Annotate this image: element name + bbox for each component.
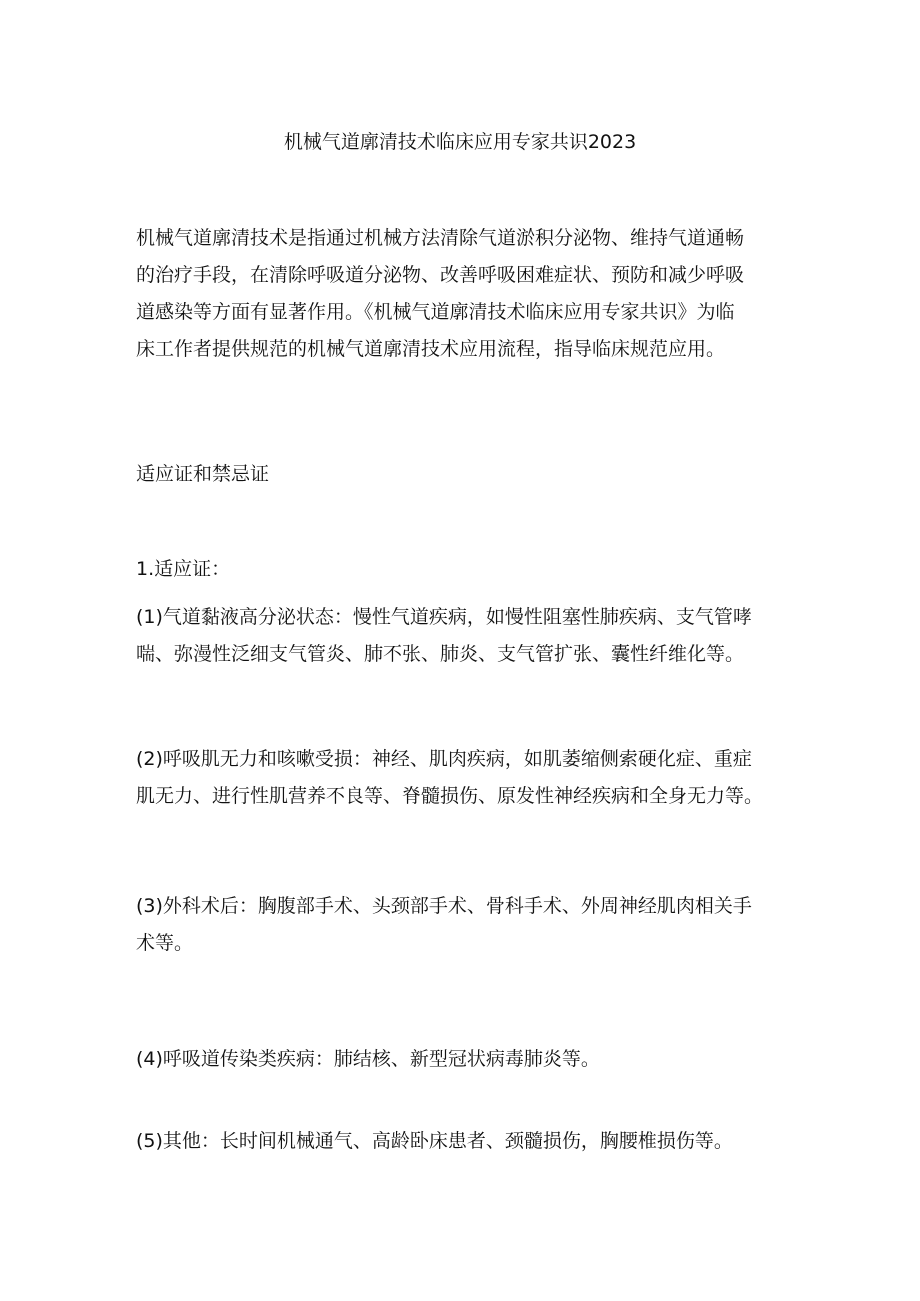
indication-item-5 bbox=[136, 1123, 798, 1160]
section-heading-text: 适应证和禁忌证 bbox=[136, 463, 270, 485]
item-line: (4)呼吸道传染类疾病：肺结核、新型冠状病毒肺炎等。 bbox=[136, 1048, 600, 1070]
indication-item-4 bbox=[136, 1041, 798, 1078]
intro-line: 床工作者提供规范的机械气道廓清技术应用流程，指导临床规范应用。 bbox=[136, 338, 726, 360]
item-line: (1)气道黏液高分泌状态：慢性气道疾病，如慢性阻塞性肺疾病、支气管哮 bbox=[136, 606, 752, 628]
item-line: 术等。 bbox=[136, 932, 194, 954]
intro-paragraph bbox=[136, 220, 798, 368]
section-heading bbox=[136, 456, 798, 493]
intro-line: 道感染等方面有显著作用。《机械气道廓清技术临床应用专家共识》为临 bbox=[136, 301, 735, 323]
item-line: 肌无力、进行性肌营养不良等、脊髓损伤、原发性神经疾病和全身无力等。 bbox=[136, 785, 764, 807]
intro-line: 机械气道廓清技术是指通过机械方法清除气道淤积分泌物、维持气道通畅 bbox=[136, 227, 745, 249]
subsection-heading-text: 1.适应证： bbox=[136, 558, 231, 580]
document-title: 机械气道廓清技术临床应用专家共识2023 bbox=[283, 131, 637, 153]
intro-line: 的治疗手段，在清除呼吸道分泌物、改善呼吸困难症状、预防和减少呼吸 bbox=[136, 264, 745, 286]
indication-item-3 bbox=[136, 888, 798, 962]
indication-item-2 bbox=[136, 741, 798, 815]
subsection-heading bbox=[136, 551, 798, 588]
item-line: (3)外科术后：胸腹部手术、头颈部手术、骨科手术、外周神经肌肉相关手 bbox=[136, 895, 752, 917]
item-line: 喘、弥漫性泛细支气管炎、肺不张、肺炎、支气管扩张、囊性纤维化等。 bbox=[136, 643, 745, 665]
indication-item-1 bbox=[136, 599, 798, 673]
item-line: (2)呼吸肌无力和咳嗽受损：神经、肌肉疾病，如肌萎缩侧索硬化症、重症 bbox=[136, 748, 752, 770]
item-line: (5)其他：长时间机械通气、高龄卧床患者、颈髓损伤，胸腰椎损伤等。 bbox=[136, 1130, 733, 1152]
